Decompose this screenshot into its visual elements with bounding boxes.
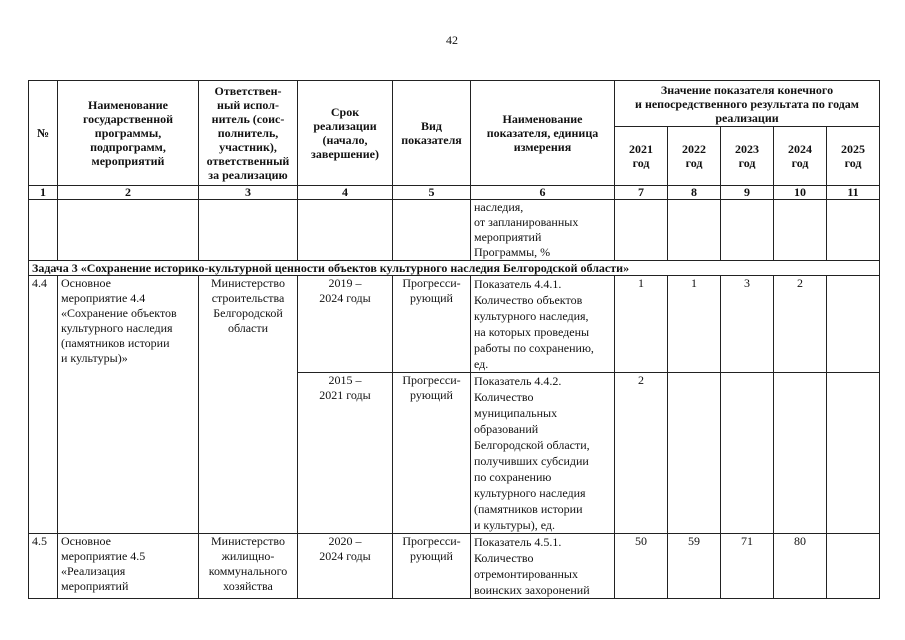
empty-cell — [393, 200, 471, 261]
continuation-row — [29, 200, 880, 261]
empty-cell — [298, 200, 393, 261]
column-number: 6 — [471, 186, 615, 200]
indicator-type: Прогресси- рующий — [393, 276, 471, 373]
header-responsible: Ответствен- ный испол- нитель (соис- полнитель, участник), ответственный за реализацию — [199, 81, 298, 186]
measure-name: Основное мероприятие 4.4 «Сохранение объектов культурного наследия (памятников истории и культуры)» — [58, 276, 199, 534]
column-number: 5 — [393, 186, 471, 200]
value-2025 — [827, 373, 880, 534]
value-2025 — [827, 534, 880, 599]
value-2025 — [827, 276, 880, 373]
value-2022 — [668, 373, 721, 534]
value-2023: 71 — [721, 534, 774, 599]
indicator-name: Показатель 4.4.1. Количество объектов культурного наследия, на которых проведены работы по сохранению, ед. — [471, 276, 615, 373]
header-indicator-name: Наименование показателя, единица измерения — [471, 81, 615, 186]
indicator-type: Прогресси- рующий — [393, 534, 471, 599]
term: 2019 – 2024 годы — [298, 276, 393, 373]
indicators-table — [28, 80, 880, 599]
task-title: Задача 3 «Сохранение историко-культурной ценности объектов культурного наследия Белгородской области» — [29, 261, 880, 276]
column-number: 9 — [721, 186, 774, 200]
value-2024: 80 — [774, 534, 827, 599]
header-year-2022: 2022 год — [668, 127, 721, 186]
table-row-4-5 — [29, 534, 880, 599]
table-row-4-4-a — [29, 276, 880, 373]
empty-cell — [668, 200, 721, 261]
value-2024 — [774, 373, 827, 534]
header-indicator-type: Вид показателя — [393, 81, 471, 186]
measure-name: Основное мероприятие 4.5 «Реализация мероприятий — [58, 534, 199, 599]
value-2022: 1 — [668, 276, 721, 373]
value-2023 — [721, 373, 774, 534]
value-2021: 1 — [615, 276, 668, 373]
indicator-name: Показатель 4.4.2. Количество муниципальных образований Белгородской области, получивших субсидии по сохранению культурного наследия (памятников истории и культуры), ед. — [471, 373, 615, 534]
column-number: 11 — [827, 186, 880, 200]
column-number: 10 — [774, 186, 827, 200]
empty-cell — [58, 200, 199, 261]
header-number: № — [29, 81, 58, 186]
column-numbers-row — [29, 186, 880, 200]
empty-cell — [827, 200, 880, 261]
indicator-name: Показатель 4.5.1. Количество отремонтированных воинских захоронений — [471, 534, 615, 599]
header-row-1 — [29, 81, 880, 127]
header-year-2021: 2021 год — [615, 127, 668, 186]
value-2022: 59 — [668, 534, 721, 599]
value-2021: 2 — [615, 373, 668, 534]
column-number: 7 — [615, 186, 668, 200]
header-year-2025: 2025 год — [827, 127, 880, 186]
value-2024: 2 — [774, 276, 827, 373]
indicator-continuation: наследия, от запланированных мероприятий Программы, % — [471, 200, 615, 261]
term: 2020 – 2024 годы — [298, 534, 393, 599]
header-year-2023: 2023 год — [721, 127, 774, 186]
empty-cell — [721, 200, 774, 261]
header-year-2024: 2024 год — [774, 127, 827, 186]
empty-cell — [199, 200, 298, 261]
header-term: Срок реализации (начало, завершение) — [298, 81, 393, 186]
row-number: 4.5 — [29, 534, 58, 599]
empty-cell — [774, 200, 827, 261]
column-number: 2 — [58, 186, 199, 200]
page-number: 42 — [446, 33, 458, 47]
column-number: 1 — [29, 186, 58, 200]
header-program-name: Наименование государственной программы, подпрограмм, мероприятий — [58, 81, 199, 186]
indicator-type: Прогресси- рующий — [393, 373, 471, 534]
column-number: 8 — [668, 186, 721, 200]
column-number: 4 — [298, 186, 393, 200]
responsible-executor: Министерство жилищно- коммунального хозяйства — [199, 534, 298, 599]
header-values-group: Значение показателя конечного и непосредственного результата по годам реализации — [615, 81, 880, 127]
empty-cell — [615, 200, 668, 261]
row-number: 4.4 — [29, 276, 58, 534]
term: 2015 – 2021 годы — [298, 373, 393, 534]
value-2021: 50 — [615, 534, 668, 599]
value-2023: 3 — [721, 276, 774, 373]
responsible-executor: Министерство строительства Белгородской области — [199, 276, 298, 534]
task-row — [29, 261, 880, 276]
empty-cell — [29, 200, 58, 261]
column-number: 3 — [199, 186, 298, 200]
